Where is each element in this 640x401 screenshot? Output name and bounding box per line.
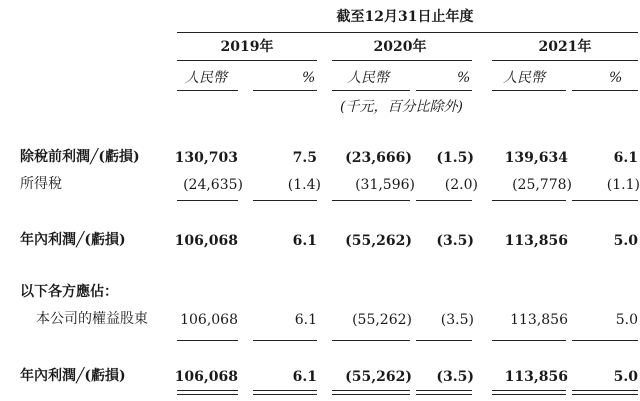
- sum-rule: [177, 340, 238, 341]
- double-rule: [253, 390, 317, 391]
- cell: (55,262): [352, 312, 412, 328]
- sum-rule: [416, 340, 472, 341]
- col-rule: [572, 90, 638, 91]
- row-label-total-profit: 年內利潤╱(虧損): [20, 368, 126, 384]
- cell: 113,856: [504, 233, 568, 249]
- year-2020-header: 2020年: [373, 39, 427, 55]
- pct-2019: %: [302, 70, 316, 86]
- year-2021-rule: [492, 60, 638, 61]
- double-rule: [332, 394, 410, 395]
- cell: 5.0: [613, 233, 638, 249]
- double-rule: [492, 394, 566, 395]
- unit-note: (千元，百分比除外): [340, 99, 463, 115]
- cell: (3.5): [440, 312, 474, 328]
- sum-rule: [332, 200, 410, 201]
- cell: (55,262): [345, 233, 412, 249]
- cell: 6.1: [292, 369, 317, 385]
- sum-rule: [492, 200, 566, 201]
- cell: 106,068: [174, 369, 238, 385]
- period-header: 截至12月31日止年度: [336, 9, 474, 25]
- pct-2020: %: [457, 70, 471, 86]
- col-rule: [253, 90, 317, 91]
- double-rule: [332, 390, 410, 391]
- year-2019-header: 2019年: [220, 39, 274, 55]
- pct-2021: %: [609, 70, 623, 86]
- sum-rule: [572, 200, 638, 201]
- currency-2021: 人民幣: [503, 70, 545, 86]
- cell: 106,068: [180, 312, 238, 328]
- cell: 5.0: [613, 369, 638, 385]
- cell: 130,703: [174, 150, 238, 166]
- cell: (23,666): [345, 150, 412, 166]
- double-rule: [572, 394, 638, 395]
- cell: 113,856: [510, 312, 568, 328]
- cell: (24,635): [183, 177, 243, 193]
- currency-2019: 人民幣: [185, 70, 227, 86]
- cell: 113,856: [504, 369, 568, 385]
- sum-rule: [572, 340, 638, 341]
- cell: (1.1): [606, 177, 640, 193]
- cell: 6.1: [613, 150, 638, 166]
- col-rule: [492, 90, 566, 91]
- col-rule: [332, 90, 410, 91]
- sum-rule: [332, 340, 410, 341]
- cell: (25,778): [512, 177, 572, 193]
- year-2019-rule: [177, 60, 317, 61]
- sum-rule: [253, 200, 317, 201]
- double-rule: [253, 394, 317, 395]
- cell: 6.1: [292, 233, 317, 249]
- cell: (3.5): [436, 233, 474, 249]
- sum-rule: [492, 340, 566, 341]
- cell: 5.0: [615, 312, 638, 328]
- year-2021-header: 2021年: [538, 39, 592, 55]
- row-label-income-tax: 所得稅: [20, 176, 62, 192]
- cell: 6.1: [294, 312, 317, 328]
- double-rule: [177, 394, 238, 395]
- cell: (55,262): [345, 369, 412, 385]
- cell: (1.4): [287, 177, 321, 193]
- double-rule: [416, 394, 472, 395]
- cell: 106,068: [174, 233, 238, 249]
- double-rule: [177, 390, 238, 391]
- cell: (1.5): [436, 150, 474, 166]
- cell: (3.5): [436, 369, 474, 385]
- col-rule: [177, 90, 238, 91]
- row-label-profit-for-year: 年內利潤╱(虧損): [20, 232, 126, 248]
- cell: (31,596): [355, 177, 415, 193]
- sum-rule: [416, 200, 472, 201]
- double-rule: [416, 390, 472, 391]
- double-rule: [572, 390, 638, 391]
- year-2020-rule: [332, 60, 472, 61]
- col-rule: [416, 90, 472, 91]
- row-label-attributable: 以下各方應佔：: [20, 284, 118, 300]
- currency-2020: 人民幣: [347, 70, 389, 86]
- row-label-equity-shareholders: 本公司的權益股東: [36, 311, 148, 327]
- cell: 7.5: [292, 150, 317, 166]
- header-rule: [177, 32, 638, 33]
- row-label-profit-before-tax: 除稅前利潤╱(虧損): [20, 149, 140, 165]
- cell: (2.0): [444, 177, 478, 193]
- sum-rule: [253, 340, 317, 341]
- double-rule: [492, 390, 566, 391]
- sum-rule: [177, 200, 238, 201]
- cell: 139,634: [504, 150, 568, 166]
